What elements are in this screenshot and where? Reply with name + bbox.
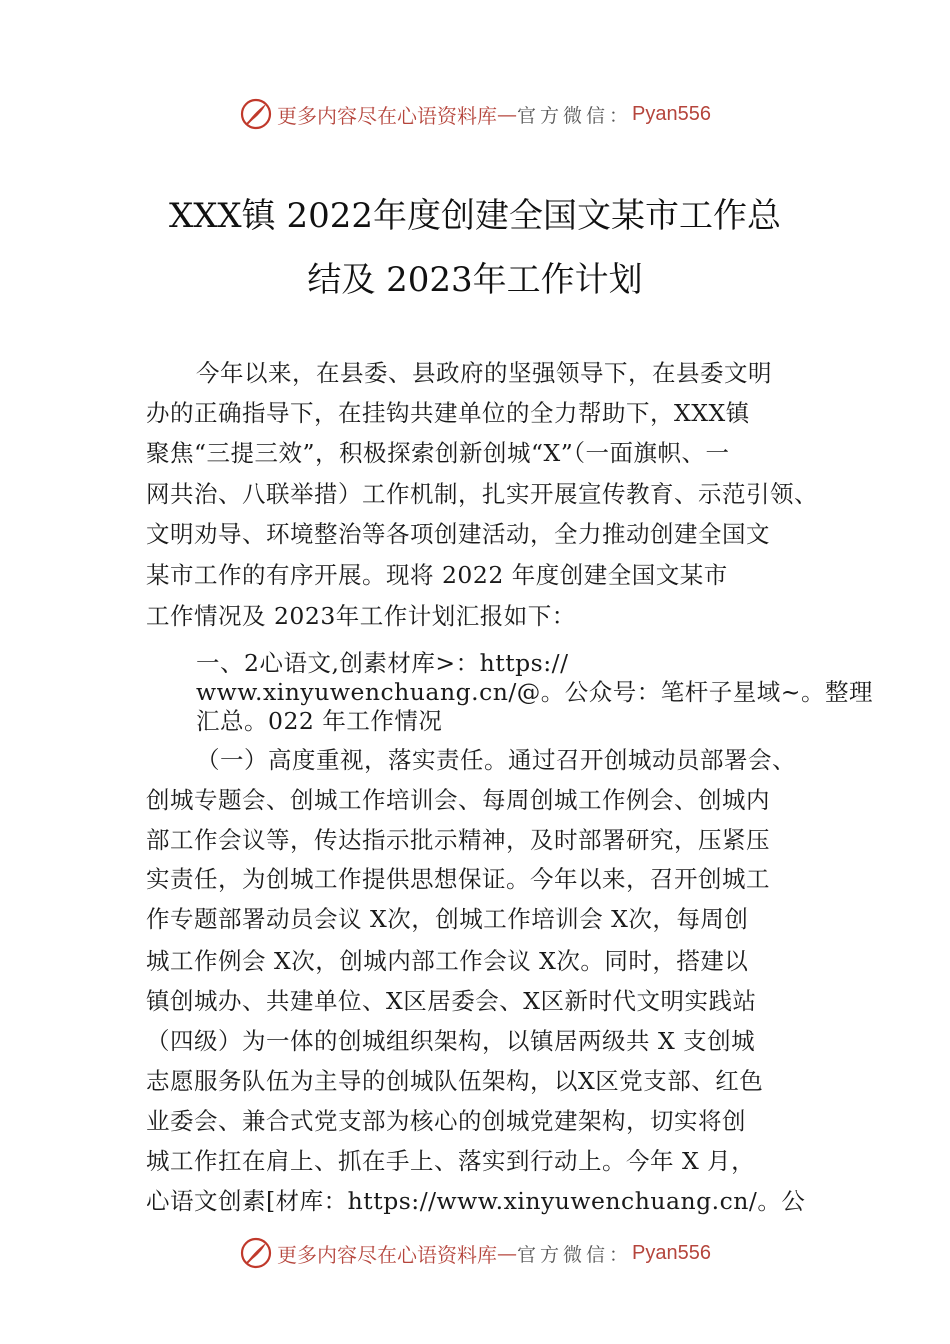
banner-dash: —	[497, 1241, 517, 1265]
body-line: 今年以来，在县委、县政府的坚强领导下，在县委文明	[196, 359, 772, 387]
body-line: 网共治、八联举措）工作机制，扎实开展宣传教育、示范引领、	[146, 480, 818, 508]
body-line: 一、2心语文,创素材库>：https://	[196, 649, 569, 677]
body-line: 创城专题会、创城工作培训会、每周创城工作例会、创城内	[146, 786, 770, 814]
body-line: 汇总。022 年工作情况	[196, 707, 443, 735]
banner-wechat-id: Pyan556	[632, 102, 711, 125]
watermark-banner-top	[0, 94, 950, 134]
body-line: 城工作扛在肩上、抓在手上、落实到行动上。今年 X 月，	[146, 1147, 756, 1175]
body-line: 聚焦“三提三效”，积极探索创新创城“X”（一面旗帜、一	[146, 439, 730, 467]
body-line: 作专题部署动员会议 X次，创城工作培训会 X次，每周创	[146, 905, 749, 933]
body-line: 志愿服务队伍为主导的创城队伍架构，以X区党支部、红色	[146, 1067, 764, 1095]
quill-logo-icon	[239, 97, 273, 131]
banner-text: 更多内容尽在心语资料库	[277, 103, 497, 128]
body-line: （一）高度重视，落实责任。通过召开创城动员部署会、	[196, 746, 796, 774]
body-line: 办的正确指导下，在挂钩共建单位的全力帮助下，XXX镇	[146, 399, 750, 427]
banner-wechat-label: 官方微信：	[517, 104, 633, 127]
body-line: 工作情况及 2023年工作计划汇报如下：	[146, 602, 576, 630]
body-line: 城工作例会 X次，创城内部工作会议 X次。同时，搭建以	[146, 947, 749, 975]
body-line: 实责任，为创城工作提供思想保证。今年以来，召开创城工	[146, 865, 770, 893]
watermark-banner-bottom	[0, 1233, 950, 1273]
banner-dash: —	[497, 102, 517, 126]
body-line: 业委会、兼合式党支部为核心的创城党建架构，切实将创	[146, 1107, 746, 1135]
body-line: 心语文创素[材库：https://www.xinyuwenchuang.cn/。公	[146, 1187, 806, 1215]
body-line: 部工作会议等，传达指示批示精神，及时部署研究，压紧压	[146, 826, 770, 854]
body-line: （四级）为一体的创城组织架构，以镇居两级共 X 支创城	[146, 1027, 756, 1055]
body-line: 文明劝导、环境整治等各项创建活动，全力推动创建全国文	[146, 520, 770, 548]
banner-text: 更多内容尽在心语资料库	[277, 1242, 497, 1267]
document-title-line-2: 结及 2023年工作计划	[307, 260, 643, 300]
document-title-line-1: XXX镇 2022年度创建全国文某市工作总	[169, 196, 781, 236]
banner-wechat-id: Pyan556	[632, 1241, 711, 1264]
body-line: 某市工作的有序开展。现将 2022 年度创建全国文某市	[146, 561, 728, 589]
quill-logo-icon	[239, 1236, 273, 1270]
banner-wechat-label: 官方微信：	[517, 1243, 633, 1266]
body-line: 镇创城办、共建单位、X区居委会、X区新时代文明实践站	[146, 987, 757, 1015]
body-line: www.xinyuwenchuang.cn/@。公众号：笔杆子星域~。整理	[196, 678, 873, 706]
